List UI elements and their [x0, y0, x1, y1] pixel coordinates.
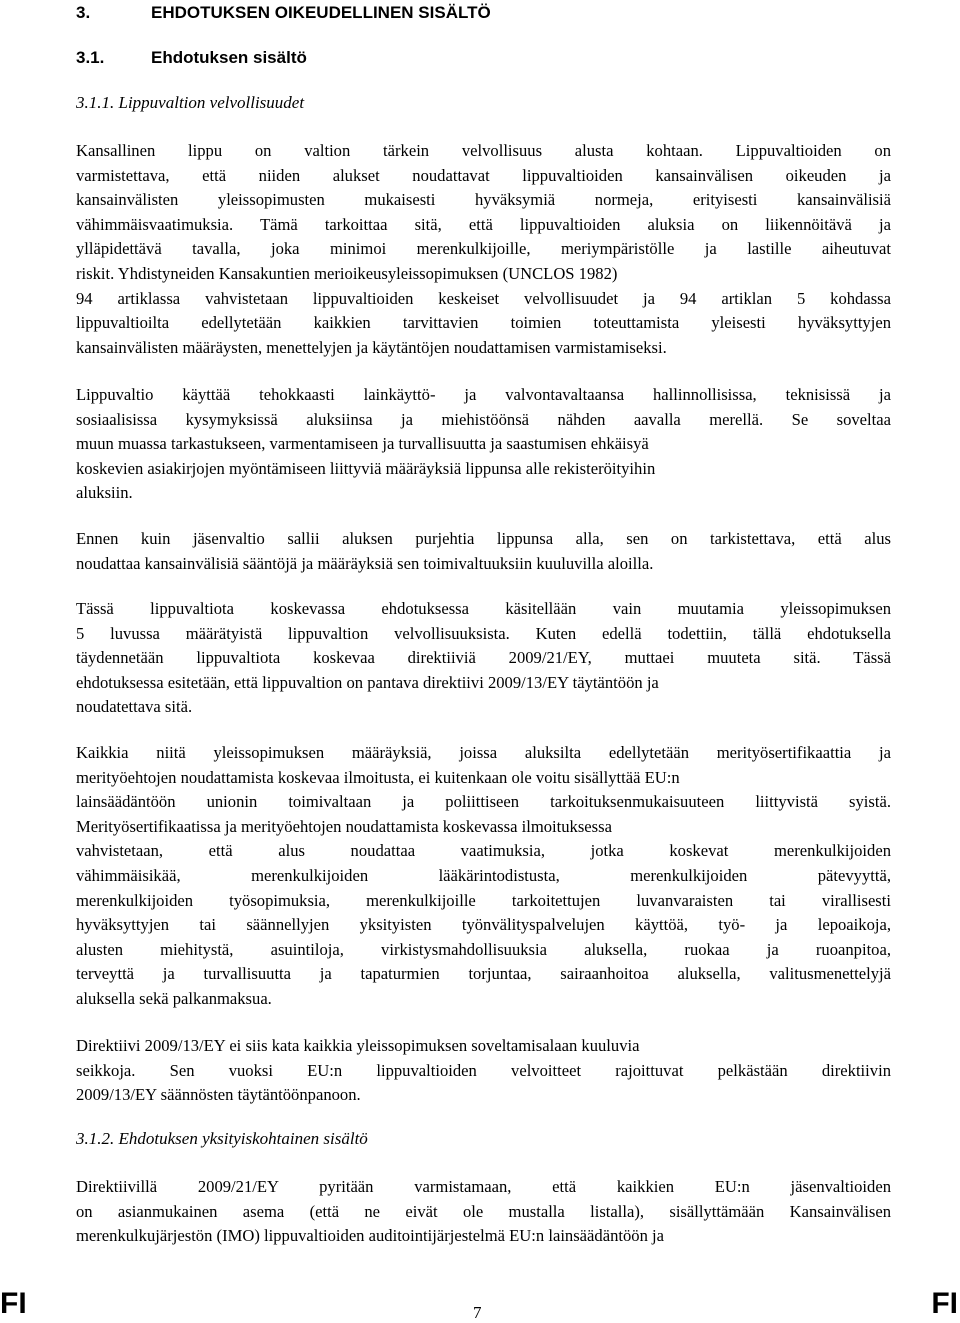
paragraph-line: lainsäädäntöön unionin toimivaltaan ja poliittiseen tarkoituksenmukaisuuteen liittyvistä syistä. [76, 792, 891, 812]
paragraph-line: sosiaalisissa kysymyksissä aluksiinsa ja miehistöönsä nähden aavalla merellä. Se soveltaa [76, 409, 891, 429]
paragraph-line: muun muassa tarkastukseen, varmentamiseen ja turvallisuutta ja saastumisen ehkäisyä [76, 434, 649, 454]
paragraph-line: vähimmäisikää, merenkulkijoiden lääkärintodistusta, merenkulkijoiden pätevyyttä, [76, 865, 891, 885]
paragraph-line: hyväksyttyjen tai säännellyjen yksityisten työnvälityspalvelujen käyttöä, työ- ja lepoaikoja, [76, 915, 891, 935]
paragraph-line: merityöehtojen noudattamista koskevaa ilmoitusta, ei kuitenkaan ole voitu sisällyttää EU:n [76, 767, 680, 787]
paragraph-line: varmistettava, että niiden alukset noudattavat lippuvaltioiden kansainvälisen oikeuden ja [76, 165, 891, 185]
paragraph-line: noudattaa kansainvälisiä sääntöjä ja määräyksiä sen toimivaltuuksiin kuuluvilla aloilla. [76, 553, 654, 573]
paragraph-line: seikkoja. Sen vuoksi EU:n lippuvaltioiden velvoitteet rajoittuvat pelkästään direktiivin [76, 1060, 891, 1080]
paragraph-line: riskit. Yhdistyneiden Kansakuntien merioikeusyleissopimuksen (UNCLOS 1982) [76, 263, 618, 283]
paragraph-5 [76, 741, 891, 1012]
paragraph-line: merenkulkujärjestön (IMO) lippuvaltioiden auditointijärjestelmä EU:n lainsäädäntöön ja [76, 1226, 665, 1246]
paragraph-4 [76, 597, 891, 720]
subsection-heading [76, 48, 307, 68]
paragraph-line: merenkulkijoiden työsopimuksia, merenkulkijoille tarkoitettujen luvanvaraisten tai virallisesti [76, 890, 891, 910]
paragraph-line: ehdotuksessa esitetään, että lippuvaltion on pantava direktiivi 2009/13/EY täytäntöön ja [76, 672, 659, 692]
paragraph-line: täydennetään lippuvaltiota koskevaa direktiiviä 2009/21/EY, muttaei muuteta sitä. Tässä [76, 648, 891, 668]
paragraph-line: terveyttä ja turvallisuutta ja tapaturmien torjuntaa, sairaanhoitoa aluksella, valitusmenettelyjä [76, 964, 891, 984]
paragraph-3 [76, 527, 891, 576]
paragraph-line: Direktiivillä 2009/21/EY pyritään varmistamaan, että kaikkien EU:n jäsenvaltioiden [76, 1177, 891, 1196]
paragraph-line: Kaikkia niitä yleissopimuksen määräyksiä, joissa aluksilta edellytetään merityösertifikaattia ja [76, 743, 891, 762]
paragraph-line: noudatettava sitä. [76, 697, 193, 717]
paragraph-7 [76, 1175, 891, 1249]
paragraph-line: aluksella sekä palkanmaksua. [76, 988, 272, 1008]
paragraph-line: lippuvaltioilta edellytetään kaikkien tarvittavien toimien toteuttamista yleisesti hyväksyttyjen [76, 313, 891, 333]
subsubsection-heading-lippuvaltion: 3.1.1. Lippuvaltion velvollisuudet [76, 93, 305, 112]
paragraph-line: Direktiivi 2009/13/EY ei siis kata kaikkia yleissopimuksen soveltamisalaan kuuluvia [76, 1036, 640, 1055]
subsection-number: 3.1. [76, 48, 105, 67]
paragraph-6 [76, 1034, 891, 1108]
paragraph-line: vähimmäisvaatimuksia. Tämä tarkoittaa sitä, että lippuvaltioiden aluksia on liikennöitävä ja [76, 214, 891, 234]
paragraph-line: Lippuvaltio käyttää tehokkaasti lainkäyttö- ja valvontavaltaansa hallinnollisissa, teknisissä ja [76, 385, 891, 404]
paragraph-line: Tässä lippuvaltiota koskevassa ehdotuksessa käsitellään vain muutamia yleissopimuksen [76, 599, 891, 618]
language-code-left: FI [0, 1287, 27, 1320]
page-number: 7 [473, 1303, 482, 1322]
subsubsection-heading-yksityiskohtainen: 3.1.2. Ehdotuksen yksityiskohtainen sisältö [76, 1129, 368, 1148]
paragraph-1 [76, 139, 891, 360]
paragraph-line: Merityösertifikaatissa ja merityöehtojen noudattamista koskevassa ilmoituksessa [76, 816, 612, 836]
paragraph-line: koskevien asiakirjojen myöntämiseen liittyviä määräyksiä lippunsa alle rekisteröityihin [76, 458, 656, 478]
section-number: 3. [76, 3, 91, 22]
section-heading [76, 3, 491, 23]
paragraph-line: kansainvälisten määräysten, menettelyjen ja käytäntöjen noudattamisen varmistamiseksi. [76, 337, 667, 357]
paragraph-line: kansainvälisten yleissopimusten mukaisesti hyväksymiä normeja, erityisesti kansainvälisiä [76, 190, 891, 210]
paragraph-line: Kansallinen lippu on valtion tärkein velvollisuus alusta kohtaan. Lippuvaltioiden on [76, 141, 891, 160]
paragraph-line: ylläpidettävä tavalla, joka minimoi merenkulkijoille, meriympäristölle ja lastille aiheutuvat [76, 239, 891, 259]
subsection-title: Ehdotuksen sisältö [151, 48, 307, 67]
section-title: EHDOTUKSEN OIKEUDELLINEN SISÄLTÖ [151, 3, 491, 22]
paragraph-line: 94 artiklassa vahvistetaan lippuvaltioiden keskeiset velvollisuudet ja 94 artiklan 5 kohdassa [76, 288, 891, 308]
paragraph-line: on asianmukainen asema (että ne eivät ole mustalla listalla), sisällyttämään Kansainvälisen [76, 1201, 891, 1221]
paragraph-line: 5 luvussa määrätyistä lippuvaltion velvollisuuksista. Kuten edellä todettiin, tällä ehdotuksella [76, 623, 891, 643]
paragraph-line: vahvistetaan, että alus noudattaa vaatimuksia, jotka koskevat merenkulkijoiden [76, 841, 891, 861]
paragraph-line: 2009/13/EY säännösten täytäntöönpanoon. [76, 1085, 361, 1105]
paragraph-line: aluksiin. [76, 483, 133, 503]
paragraph-2 [76, 383, 891, 506]
paragraph-line: Ennen kuin jäsenvaltio sallii aluksen purjehtia lippunsa alla, sen on tarkistettava, että alus [76, 529, 891, 548]
language-code-right: FI [931, 1287, 958, 1320]
paragraph-line: alusten miehitystä, asuintiloja, virkistysmahdollisuuksia aluksella, ruokaa ja ruoanpitoa, [76, 939, 891, 959]
